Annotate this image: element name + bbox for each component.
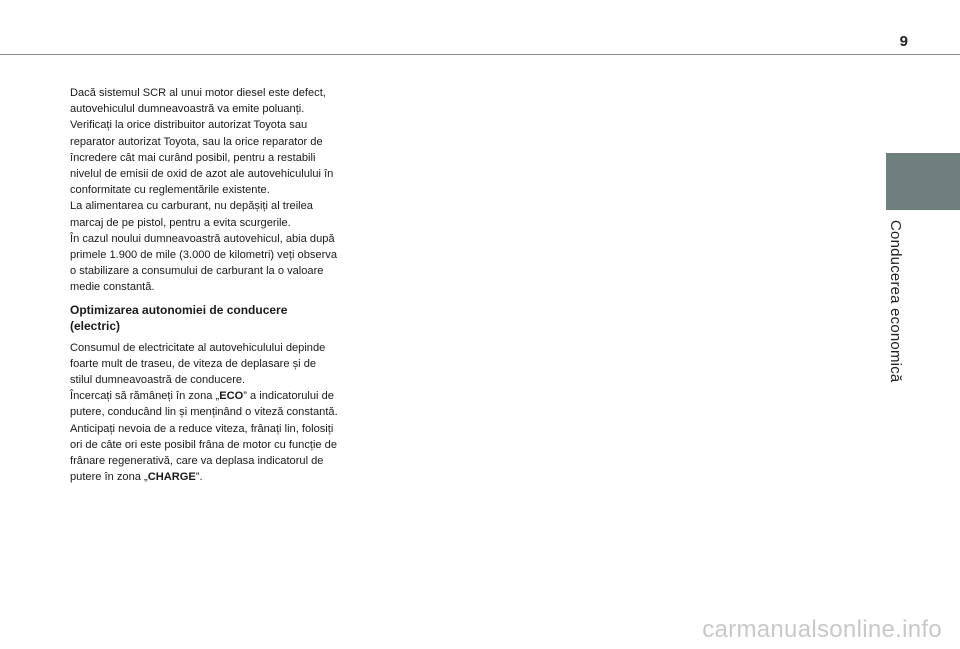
eco-text-after: ” a indicatorului de putere, conducând lin și menținând o viteză constantă. — [70, 390, 338, 419]
paragraph-refuelling: La alimentarea cu carburant, nu depășiți al treilea marcaj de pe pistol, pentru a evita scurgerile. — [70, 200, 313, 229]
eco-text-before: Încercați să rămâneți în zona „ — [70, 390, 220, 403]
charge-text-before: Anticipați nevoia de a reduce viteza, frânați lin, folosiți ori de câte ori este posibil frâna de motor cu funcție de frânare regenerativă, care va deplasa indicatorul de putere în zona „ — [70, 422, 338, 484]
paragraph-eco-zone — [70, 388, 340, 420]
eco-label: ECO — [219, 390, 244, 403]
watermark: carmanualsonline.info — [702, 616, 942, 643]
paragraph-electric-consumption: Consumul de electricitate al autovehiculului depinde foarte mult de traseu, de viteza de deplasare și de stilul dumneavoastră de conducere. — [70, 341, 326, 387]
paragraph-fuel-consumption: În cazul noului dumneavoastră autovehicul, abia după primele 1.900 de mile (3.000 de kilometri) veți observa o stabilizare a consumului de carburant la o valoare medie constantă. — [70, 232, 337, 294]
charge-text-after: ”. — [195, 471, 203, 484]
paragraph-charge-zone — [70, 421, 340, 486]
chapter-tab — [886, 153, 960, 210]
page-number: 9 — [899, 33, 908, 50]
header-divider — [0, 54, 960, 55]
section-heading: Optimizarea autonomiei de conducere (electric) — [70, 302, 288, 333]
chapter-tab-label: Conducerea economică — [887, 220, 904, 383]
body-text-column — [70, 85, 340, 485]
charge-label: CHARGE — [147, 471, 196, 484]
paragraph-scr-warning: Dacă sistemul SCR al unui motor diesel este defect, autovehiculul dumneavoastră va emite poluanți. Verificați la orice distribuitor autorizat Toyota sau reparator autorizat Toyota, sau la orice reparator de încredere cât mai curând posibil, pentru a restabili nivelul de emisii de oxid de azot ale autovehiculului în conformitate cu reglementările existente. — [70, 87, 334, 197]
